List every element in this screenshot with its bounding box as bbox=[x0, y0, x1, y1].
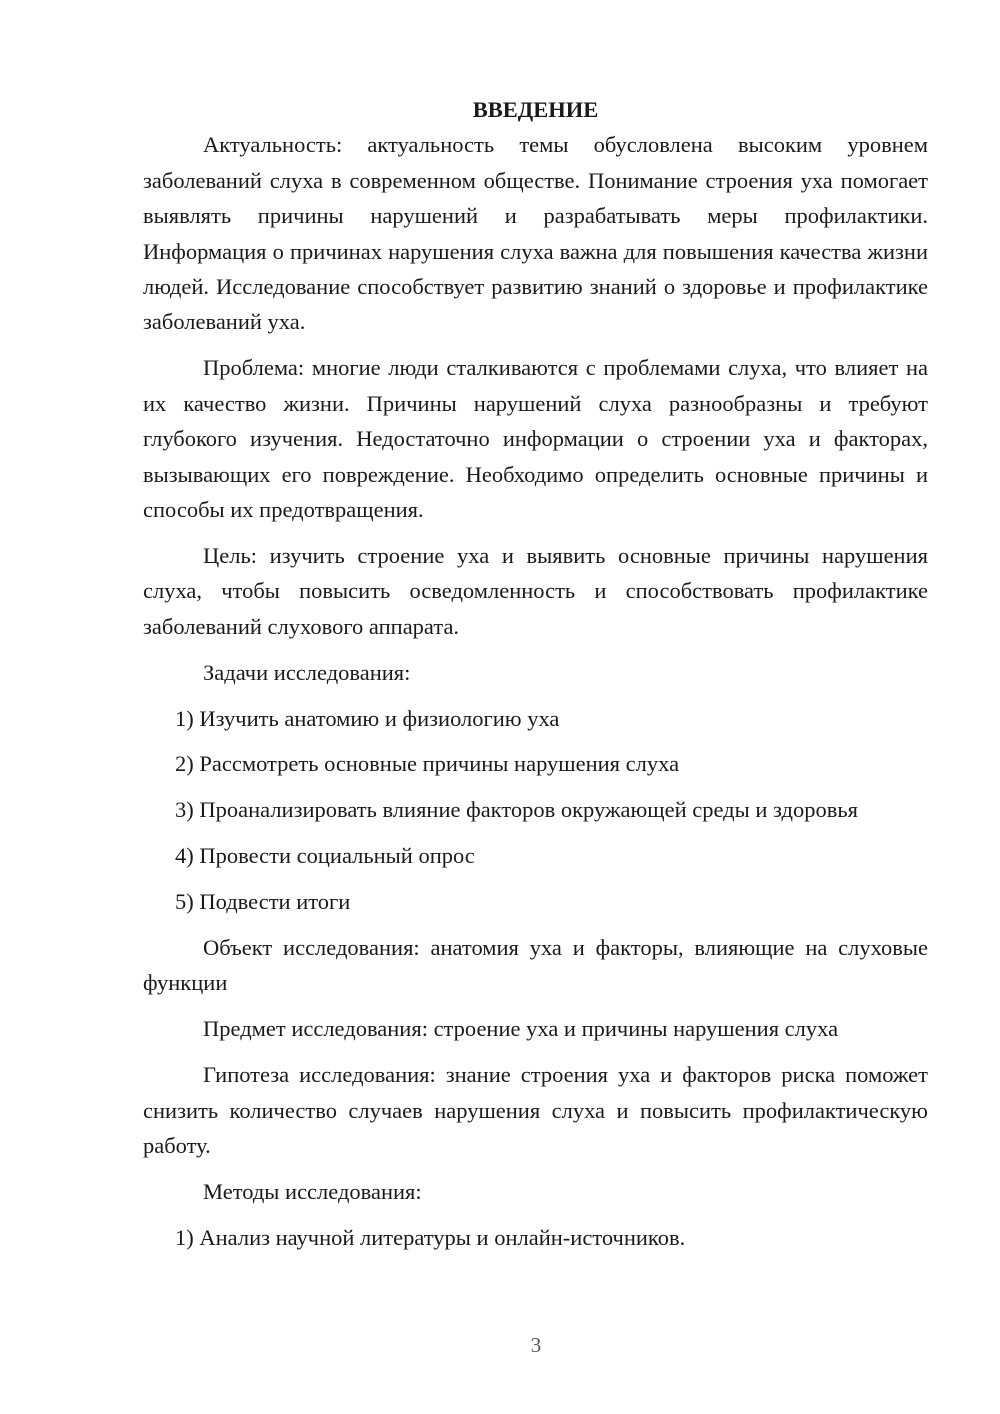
task-item: 1) Изучить анатомию и физиологию уха bbox=[175, 705, 560, 731]
problem-paragraph: Проблема: многие люди сталкиваются с проблемами слуха, что влияет на их качество жизни. Причины нарушений слуха разнообразны и требуют глубокого изучения. Недостаточно информации о строении уха и факторах, вызывающих его повреждение. Необходимо определить основные причины и способы их предотвращения. bbox=[143, 355, 928, 522]
methods-heading: Методы исследования: bbox=[203, 1178, 422, 1204]
task-item: 2) Рассмотреть основные причины нарушения слуха bbox=[175, 751, 680, 777]
object-paragraph: Объект исследования: анатомия уха и факторы, влияющие на слуховые функции bbox=[143, 935, 928, 996]
task-item: 5) Подвести итоги bbox=[175, 889, 351, 915]
document-body bbox=[143, 92, 928, 1266]
method-item: 1) Анализ научной литературы и онлайн-источников. bbox=[175, 1224, 686, 1250]
subject-paragraph: Предмет исследования: строение уха и причины нарушения слуха bbox=[203, 1016, 839, 1042]
relevance-paragraph: Актуальность: актуальность темы обусловлена высоким уровнем заболеваний слуха в современном обществе. Понимание строения уха помогает выявлять причины нарушений и разрабатывать меры профилактики. Информация о причинах нарушения слуха важна для повышения качества жизни людей. Исследование способствует развитию знаний о здоровье и профилактике заболеваний уха. bbox=[143, 132, 928, 335]
page-title: ВВЕДЕНИЕ bbox=[472, 97, 599, 122]
task-item: 3) Проанализировать влияние факторов окружающей среды и здоровья bbox=[175, 797, 858, 823]
task-item: 4) Провести социальный опрос bbox=[175, 843, 475, 869]
goal-paragraph: Цель: изучить строение уха и выявить основные причины нарушения слуха, чтобы повысить осведомленность и способствовать профилактике заболеваний слухового аппарата. bbox=[143, 542, 928, 639]
tasks-heading: Задачи исследования: bbox=[203, 659, 411, 685]
hypothesis-paragraph: Гипотеза исследования: знание строения уха и факторов риска поможет снизить количество случаев нарушения слуха и повысить профилактическую работу. bbox=[143, 1062, 928, 1159]
page-number: 3 bbox=[530, 1333, 542, 1357]
